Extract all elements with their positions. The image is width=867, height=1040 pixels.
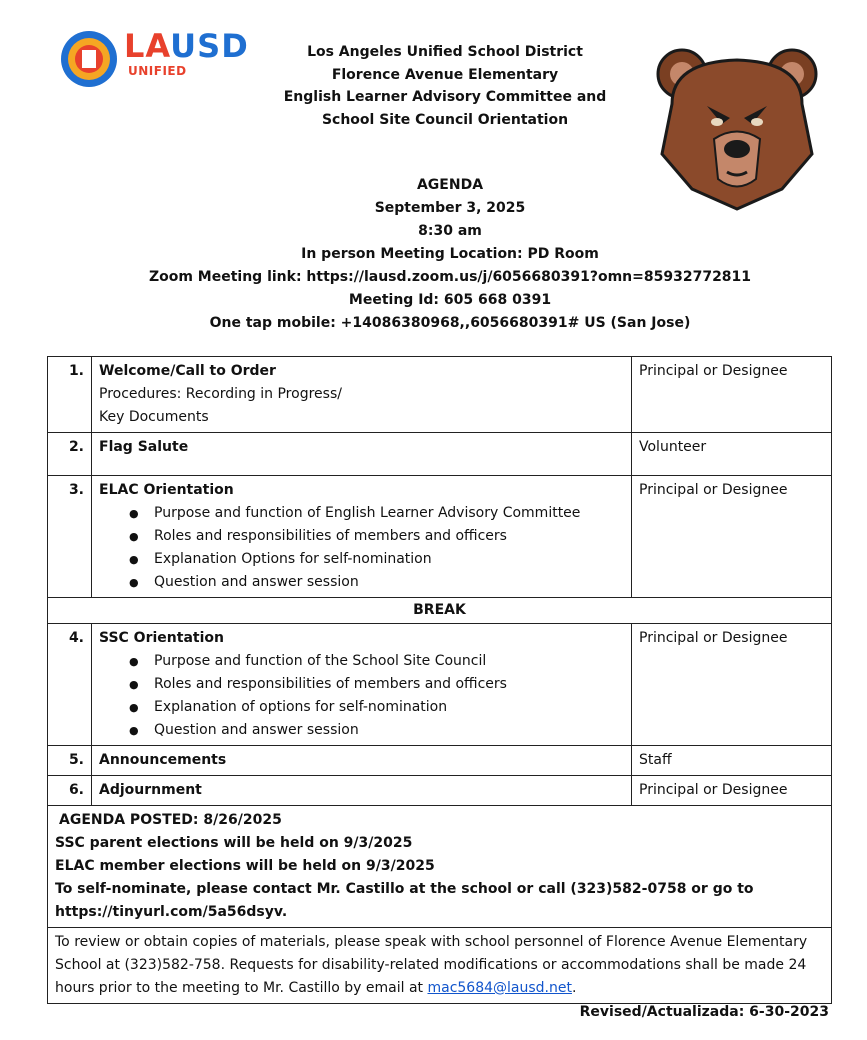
- list-item: ● Purpose and function of English Learner Advisory Committee: [154, 502, 624, 525]
- table-row: [48, 433, 832, 476]
- break-row: BREAK: [48, 598, 832, 624]
- logo-wordmark: LAUSD: [124, 27, 249, 65]
- agenda-title: AGENDA: [416, 177, 484, 193]
- meeting-info: [60, 174, 840, 335]
- item-presenter: Principal or Designee: [632, 624, 832, 746]
- bullet-list: [99, 650, 624, 742]
- district-name: Los Angeles Unified School District: [307, 44, 583, 60]
- item-number: 2.: [48, 433, 92, 476]
- item-presenter: Staff: [632, 746, 832, 776]
- email-link[interactable]: mac5684@lausd.net: [427, 980, 572, 996]
- item-detail: Procedures: Recording in Progress/: [99, 386, 342, 402]
- item-number: 4.: [48, 624, 92, 746]
- table-row: [48, 746, 832, 776]
- meeting-date: September 3, 2025: [374, 200, 526, 216]
- item-title: SSC Orientation: [99, 630, 224, 646]
- table-row: [48, 776, 832, 806]
- list-item: ● Question and answer session: [154, 719, 624, 742]
- list-item: ● Explanation Options for self-nomination: [154, 548, 624, 571]
- accessibility-note: [48, 928, 832, 1004]
- item-presenter: Principal or Designee: [632, 357, 832, 433]
- list-item: ● Purpose and function of the School Site Council: [154, 650, 624, 673]
- table-row: [48, 806, 832, 928]
- elac-elections: ELAC member elections will be held on 9/3/2025: [55, 858, 435, 874]
- footer-notes: [48, 806, 832, 928]
- note-text: To review or obtain copies of materials, please speak with school personnel of Florence Avenue Elementary School at (323)582-758. Requests for disability-related modifications or accommodations shall be made 24 hours prior to the meeting to Mr. Castillo by email at: [55, 934, 808, 996]
- note-end: .: [571, 980, 577, 996]
- logo-subtitle: UNIFIED: [128, 64, 187, 78]
- table-row: [48, 624, 832, 746]
- item-presenter: Principal or Designee: [632, 776, 832, 806]
- table-row: [48, 357, 832, 433]
- item-title: Announcements: [92, 746, 632, 776]
- list-item: ● Explanation of options for self-nomination: [154, 696, 624, 719]
- agenda-table: [47, 356, 832, 1004]
- document-header: [250, 41, 640, 131]
- table-row: [48, 928, 832, 1004]
- school-name: Florence Avenue Elementary: [331, 66, 559, 83]
- bullet-list: [99, 502, 624, 594]
- meeting-id: Meeting Id: 605 668 0391: [348, 292, 552, 308]
- committee-name: English Learner Advisory Committee and: [283, 89, 607, 105]
- item-detail: Key Documents: [99, 409, 209, 425]
- list-item: ● Roles and responsibilities of members and officers: [154, 525, 624, 548]
- one-tap-mobile: One tap mobile: +14086380968,,6056680391# US (San Jose): [209, 315, 691, 331]
- item-number: 1.: [48, 357, 92, 433]
- item-title: ELAC Orientation: [99, 482, 234, 498]
- self-nominate: To self-nominate, please contact Mr. Castillo at the school or call (323)582-0758 or go to: [55, 881, 754, 897]
- item-number: 5.: [48, 746, 92, 776]
- item-title: Adjournment: [92, 776, 632, 806]
- item-title: Welcome/Call to Order: [99, 363, 276, 379]
- list-item: ● Roles and responsibilities of members and officers: [154, 673, 624, 696]
- agenda-posted: AGENDA POSTED: 8/26/2025: [59, 812, 282, 828]
- agenda-item: [92, 476, 632, 598]
- item-number: 3.: [48, 476, 92, 598]
- meeting-location: In person Meeting Location: PD Room: [301, 246, 599, 262]
- zoom-link[interactable]: Zoom Meeting link: https://lausd.zoom.us/j/6056680391?omn=85932772811: [148, 269, 752, 285]
- meeting-time: 8:30 am: [418, 223, 482, 239]
- revised-date: Revised/Actualizada: 6-30-2023: [579, 1004, 829, 1020]
- table-row: [48, 598, 832, 624]
- item-title: Flag Salute: [92, 433, 632, 476]
- nomination-url[interactable]: https://tinyurl.com/5a56dsyv.: [55, 904, 288, 920]
- table-row: [48, 476, 832, 598]
- council-name: School Site Council Orientation: [321, 111, 569, 128]
- item-number: 6.: [48, 776, 92, 806]
- agenda-item: [92, 357, 632, 433]
- list-item: ● Question and answer session: [154, 571, 624, 594]
- agenda-item: [92, 624, 632, 746]
- ssc-elections: SSC parent elections will be held on 9/3/2025: [55, 835, 413, 851]
- item-presenter: Principal or Designee: [632, 476, 832, 598]
- item-presenter: Volunteer: [632, 433, 832, 476]
